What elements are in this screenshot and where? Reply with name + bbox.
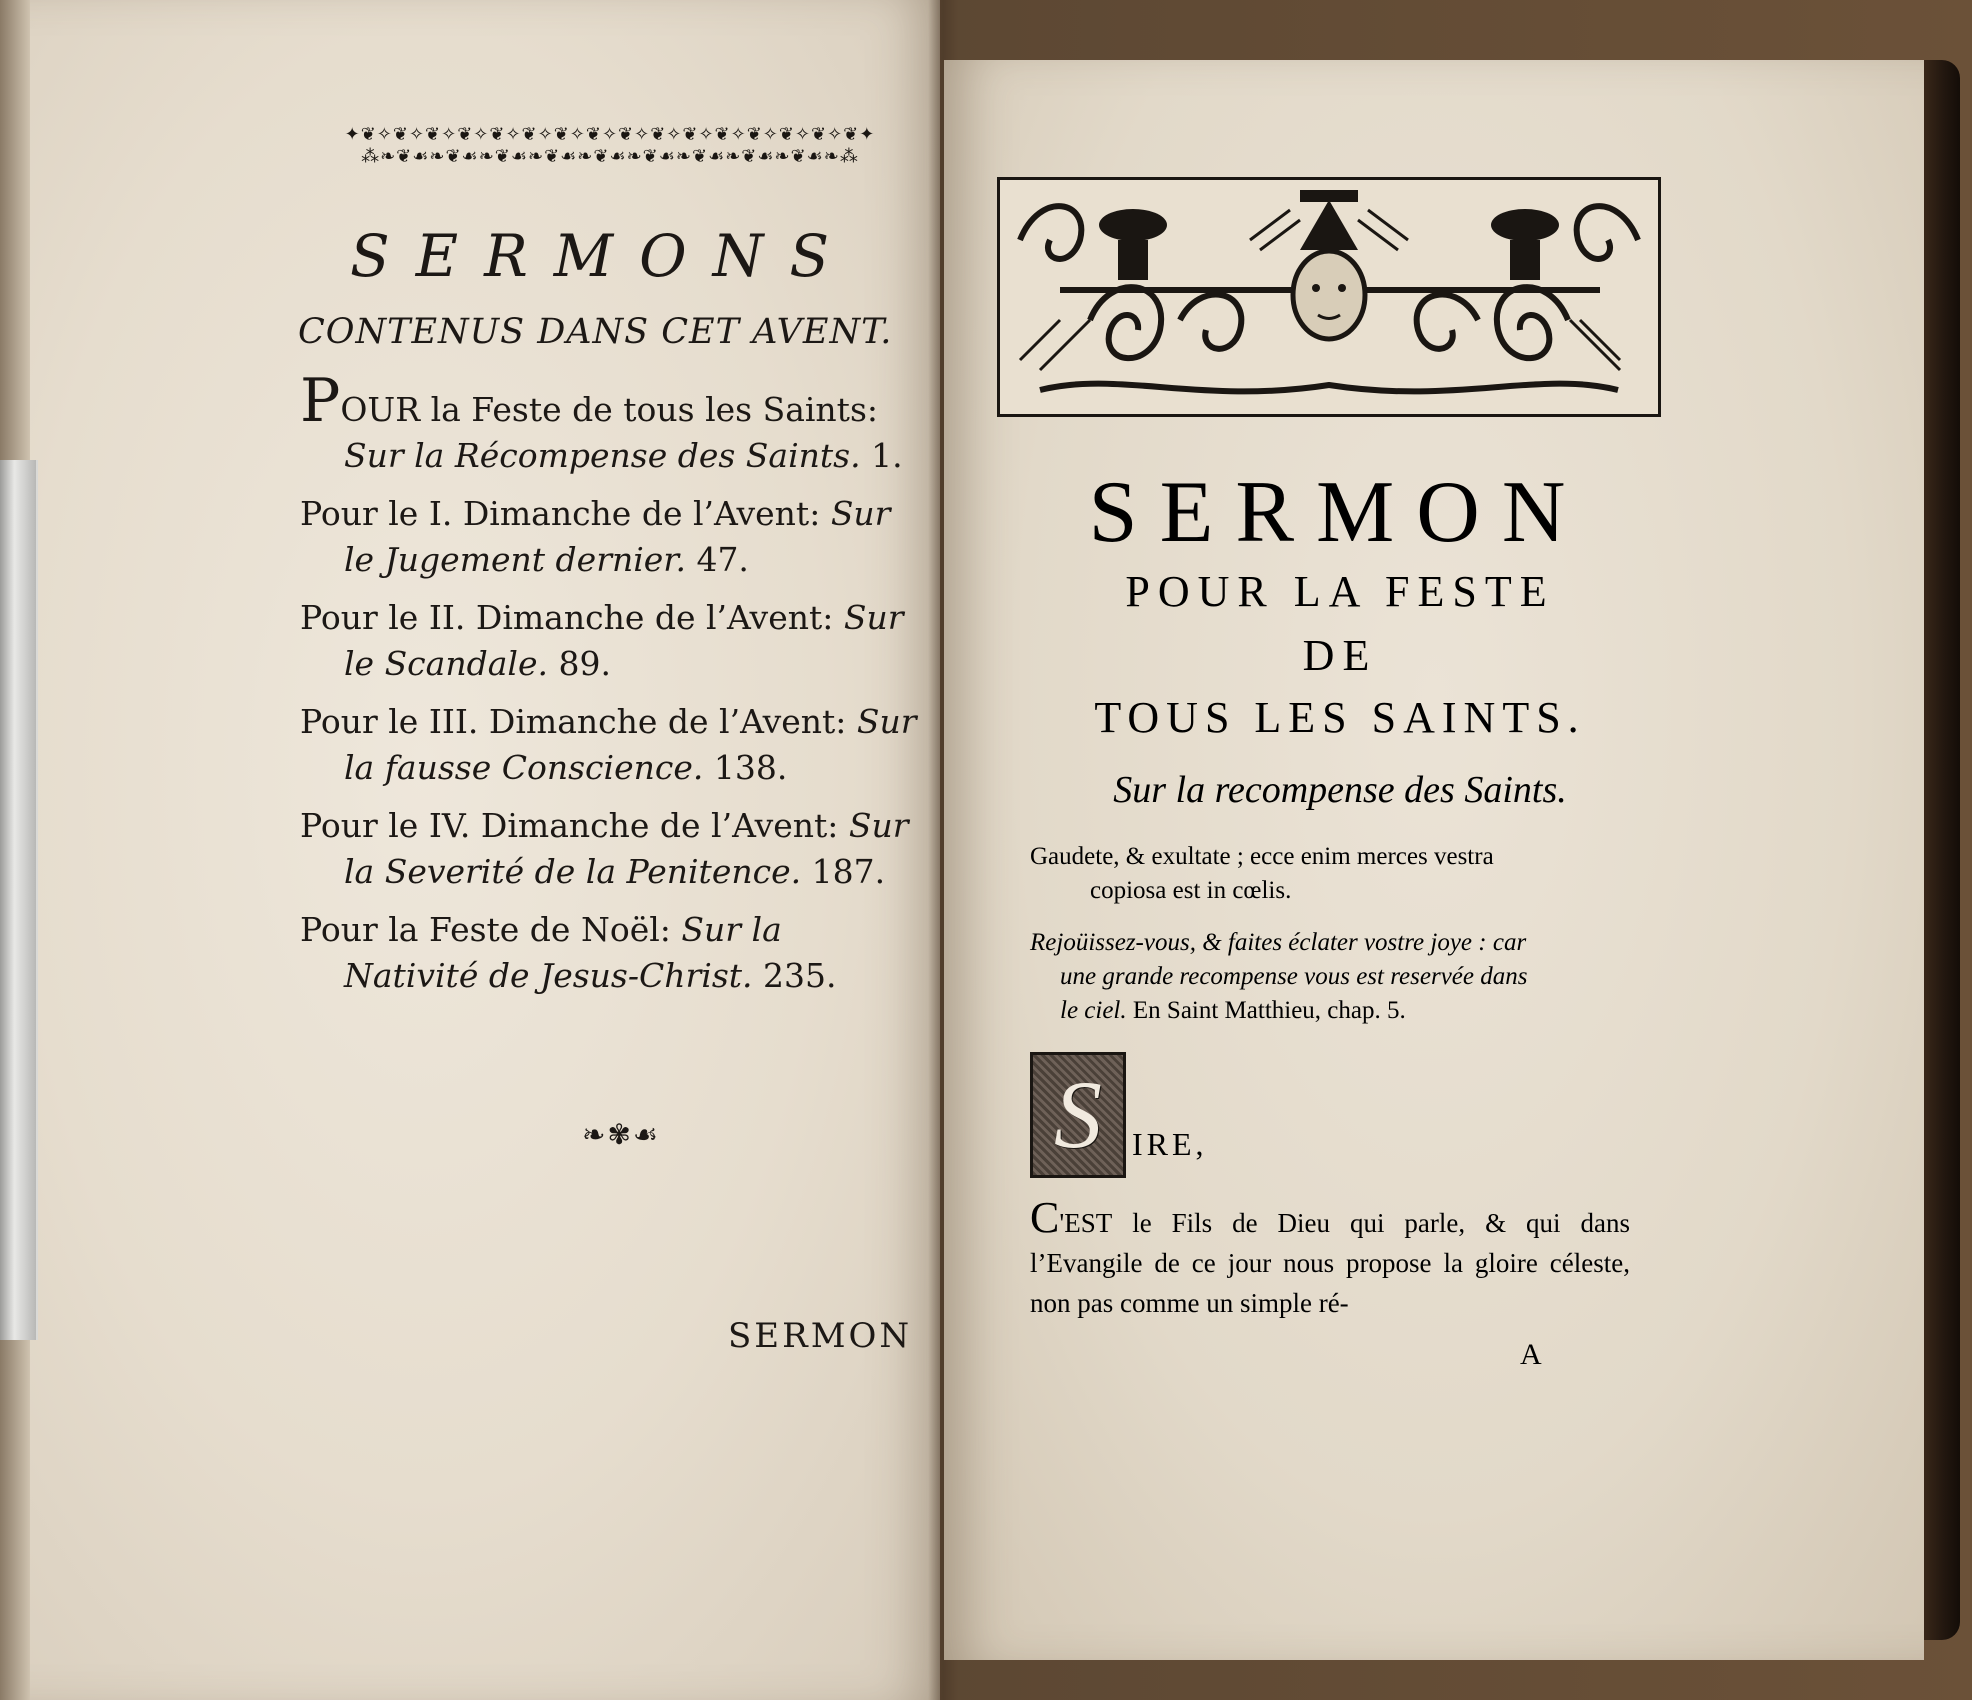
book-cover-edge — [1920, 60, 1960, 1640]
engraved-headpiece — [997, 177, 1661, 417]
translation-line: Rejoüissez-vous, & faites éclater vostre joye : car — [1030, 929, 1527, 956]
mask-face — [1293, 251, 1365, 339]
left-page-title: SERMONS — [350, 222, 856, 290]
body-paragraph: le Fils de Dieu qui parle, & qui dans l’Evangile de ce jour nous propose la gloire céleste, non pas comme un simple ré- — [1030, 1208, 1630, 1318]
toc-entry — [300, 491, 920, 583]
entry-page: 235. — [752, 956, 837, 995]
bookmark-tab — [0, 460, 38, 1340]
entry-prefix: la Feste de tous les Saints: — [420, 390, 879, 429]
entry-subject: Sur la Récompense des Saints. — [344, 436, 861, 475]
entry-prefix: Pour le I. Dimanche de l’Avent: — [300, 494, 831, 533]
catchword: SERMON — [728, 1316, 913, 1356]
toc-entry — [300, 803, 920, 895]
epigraph-line: Gaudete, & exultate ; ecce enim merces vestra — [1030, 843, 1494, 870]
fleuron-ornament: ❧✾☙ — [582, 1118, 661, 1151]
ornament-band — [300, 124, 920, 184]
initial-letter: P — [300, 366, 341, 436]
right-subtitle-line1: POUR LA FESTE — [1125, 567, 1555, 616]
translation-italic: le ciel. — [1060, 997, 1127, 1024]
left-page — [0, 0, 940, 1700]
entry-subject: Sur le Scandale. — [344, 598, 904, 683]
decorated-initial — [1030, 1052, 1126, 1178]
entry-subject: Sur la fausse Conscience. — [344, 702, 917, 787]
translation-line: une grande recompense vous est reservée dans — [1060, 963, 1528, 990]
sermon-subject: Sur la recompense des Saints. — [1113, 769, 1567, 811]
body-initial: C — [1030, 1193, 1060, 1242]
salutation: IRE, — [1132, 1126, 1208, 1162]
right-subtitle-line3: TOUS LES SAINTS. — [1094, 693, 1586, 742]
entry-page: 1. — [860, 436, 903, 475]
sermon-body-text — [1030, 1193, 1630, 1323]
signature-mark: A — [1520, 1338, 1542, 1371]
entry-subject: Sur la Severité de la Penitence. — [344, 806, 909, 891]
entry-subject: Sur le Jugement dernier. — [344, 494, 891, 579]
entry-subject: Sur la Nativité de Jesus-Christ. — [344, 910, 782, 995]
body-small-caps: 'EST — [1059, 1208, 1113, 1238]
small-caps-text: OUR — [340, 390, 421, 429]
headpiece-engraving — [1000, 180, 1658, 414]
epigraph-line: copiosa est in cœlis. — [1090, 877, 1292, 904]
entry-prefix: Pour le II. Dimanche de l’Avent: — [300, 598, 844, 637]
scripture-reference: En Saint Matthieu, chap. 5. — [1126, 997, 1406, 1024]
initial-letter: S — [1054, 1061, 1102, 1168]
entry-prefix: Pour le III. Dimanche de l’Avent: — [300, 702, 857, 741]
toc-entry — [300, 595, 920, 687]
latin-epigraph — [1030, 840, 1650, 908]
table-of-contents — [300, 366, 920, 1011]
right-subtitle-line2: DE — [1302, 631, 1378, 680]
entry-prefix: Pour le IV. Dimanche de l’Avent: — [300, 806, 849, 845]
entry-page: 47. — [685, 540, 749, 579]
entry-prefix: Pour la Feste de Noël: — [300, 910, 682, 949]
entry-page: 187. — [801, 852, 886, 891]
right-page-title: SERMON — [1088, 464, 1588, 561]
ornament-row-top: ✦❦✧❦✧❦✧❦✧❦✧❦✧❦✧❦✧❦✧❦✧❦✧❦✧❦✧❦✧❦✧❦✦ — [344, 124, 876, 145]
left-page-subtitle: CONTENUS DANS CET AVENT. — [298, 312, 893, 352]
toc-entry — [300, 699, 920, 791]
entry-page: 89. — [547, 644, 611, 683]
entry-page: 138. — [703, 748, 788, 787]
french-translation — [1030, 926, 1650, 1028]
translation-line — [1030, 994, 1650, 1028]
toc-entry — [300, 907, 920, 999]
toc-entry — [300, 366, 920, 479]
ornament-row-bottom: ⁂❧❦☙❧❦☙❧❦☙❧❦☙❧❦☙❧❦☙❧❦☙❧❦☙❧❦☙❧⁂ — [361, 146, 859, 167]
